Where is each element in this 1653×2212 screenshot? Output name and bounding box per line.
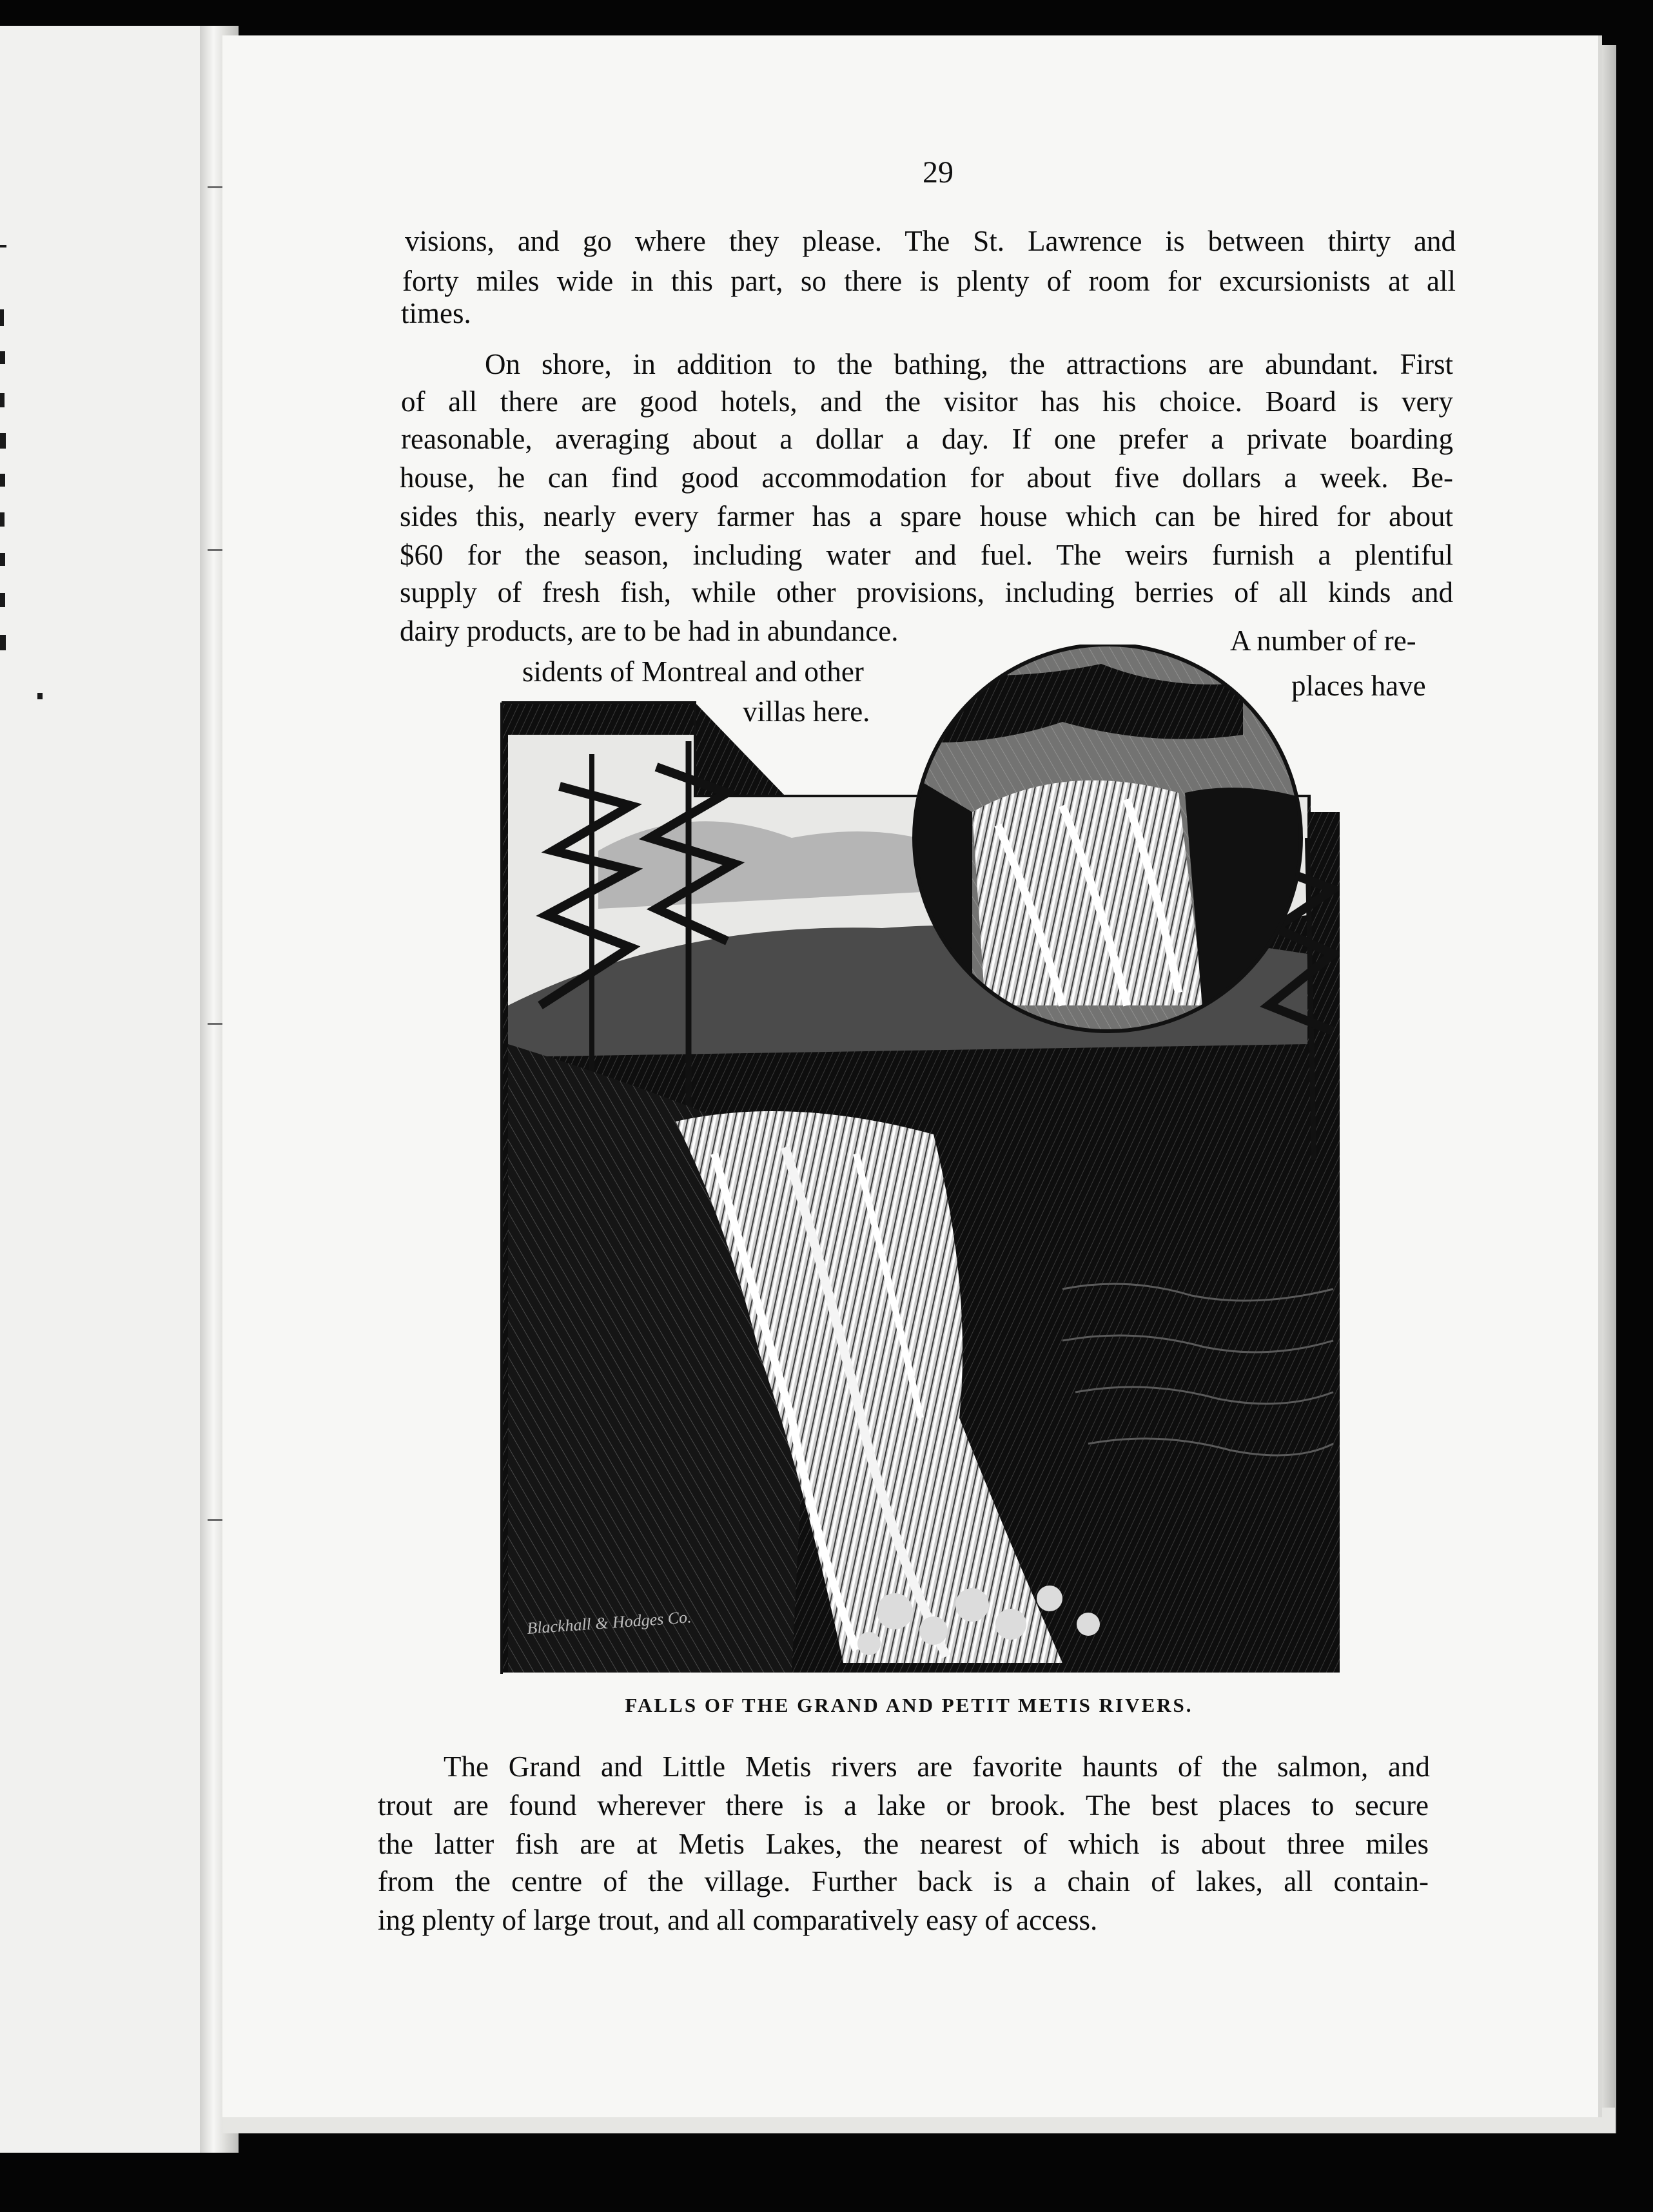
paragraph-2-line-9-left: sidents of Montreal and other xyxy=(522,655,864,688)
paragraph-3-line-4: from the centre of the village. Further back is a chain of lakes, all contain- xyxy=(378,1865,1429,1897)
paragraph-2-line-5: sides this, nearly every farmer has a spare house which can be hired for about xyxy=(400,500,1453,532)
paragraph-1-line-3: times. xyxy=(401,297,471,329)
paragraph-2-line-6: $60 for the season, including water and fuel. The weirs furnish a plentiful xyxy=(400,539,1453,571)
paragraph-1-line-1: visions, and go where they please. The St. Lawrence is between thirty and xyxy=(405,225,1456,257)
paragraph-2-line-8-right: A number of re- xyxy=(1230,625,1416,657)
paragraph-2-line-10: villas here. xyxy=(743,695,870,728)
paragraph-2-line-9-right: places have xyxy=(1291,670,1426,702)
paragraph-3-line-3: the latter fish are at Metis Lakes, the nearest of which is about three miles xyxy=(378,1828,1429,1860)
paragraph-3-line-5: ing plenty of large trout, and all comparatively easy of access. xyxy=(378,1904,1098,1936)
paragraph-1-line-2: forty miles wide in this part, so there is plenty of room for excursionists at all xyxy=(402,265,1456,297)
previous-page xyxy=(0,26,213,2153)
paragraph-2-line-7: supply of fresh fish, while other provisions, including berries of all kinds and xyxy=(400,576,1453,608)
paragraph-2-line-3: reasonable, averaging about a dollar a day. If one prefer a private boarding xyxy=(401,423,1453,455)
paragraph-2-line-8: dairy products, are to be had in abundance. xyxy=(400,615,899,647)
waterfall-engraving xyxy=(482,645,1340,1676)
paragraph-2-line-4: house, he can find good accommodation for about five dollars a week. Be- xyxy=(400,461,1453,494)
illustration-caption: FALLS OF THE GRAND AND PETIT METIS RIVERS. xyxy=(625,1694,1193,1716)
page-edge xyxy=(1602,45,1616,2133)
paragraph-2-line-2: of all there are good hotels, and the visitor has his choice. Board is very xyxy=(401,385,1453,418)
engraver-signature: Blackhall & Hodges Co. xyxy=(526,1607,692,1638)
paragraph-3-line-1: The Grand and Little Metis rivers are favorite haunts of the salmon, and xyxy=(444,1751,1430,1783)
paragraph-2-line-1: On shore, in addition to the bathing, the attractions are abundant. First xyxy=(485,348,1453,380)
page-number: 29 xyxy=(923,155,954,189)
paragraph-3-line-2: trout are found wherever there is a lake or brook. The best places to secure xyxy=(378,1789,1429,1821)
